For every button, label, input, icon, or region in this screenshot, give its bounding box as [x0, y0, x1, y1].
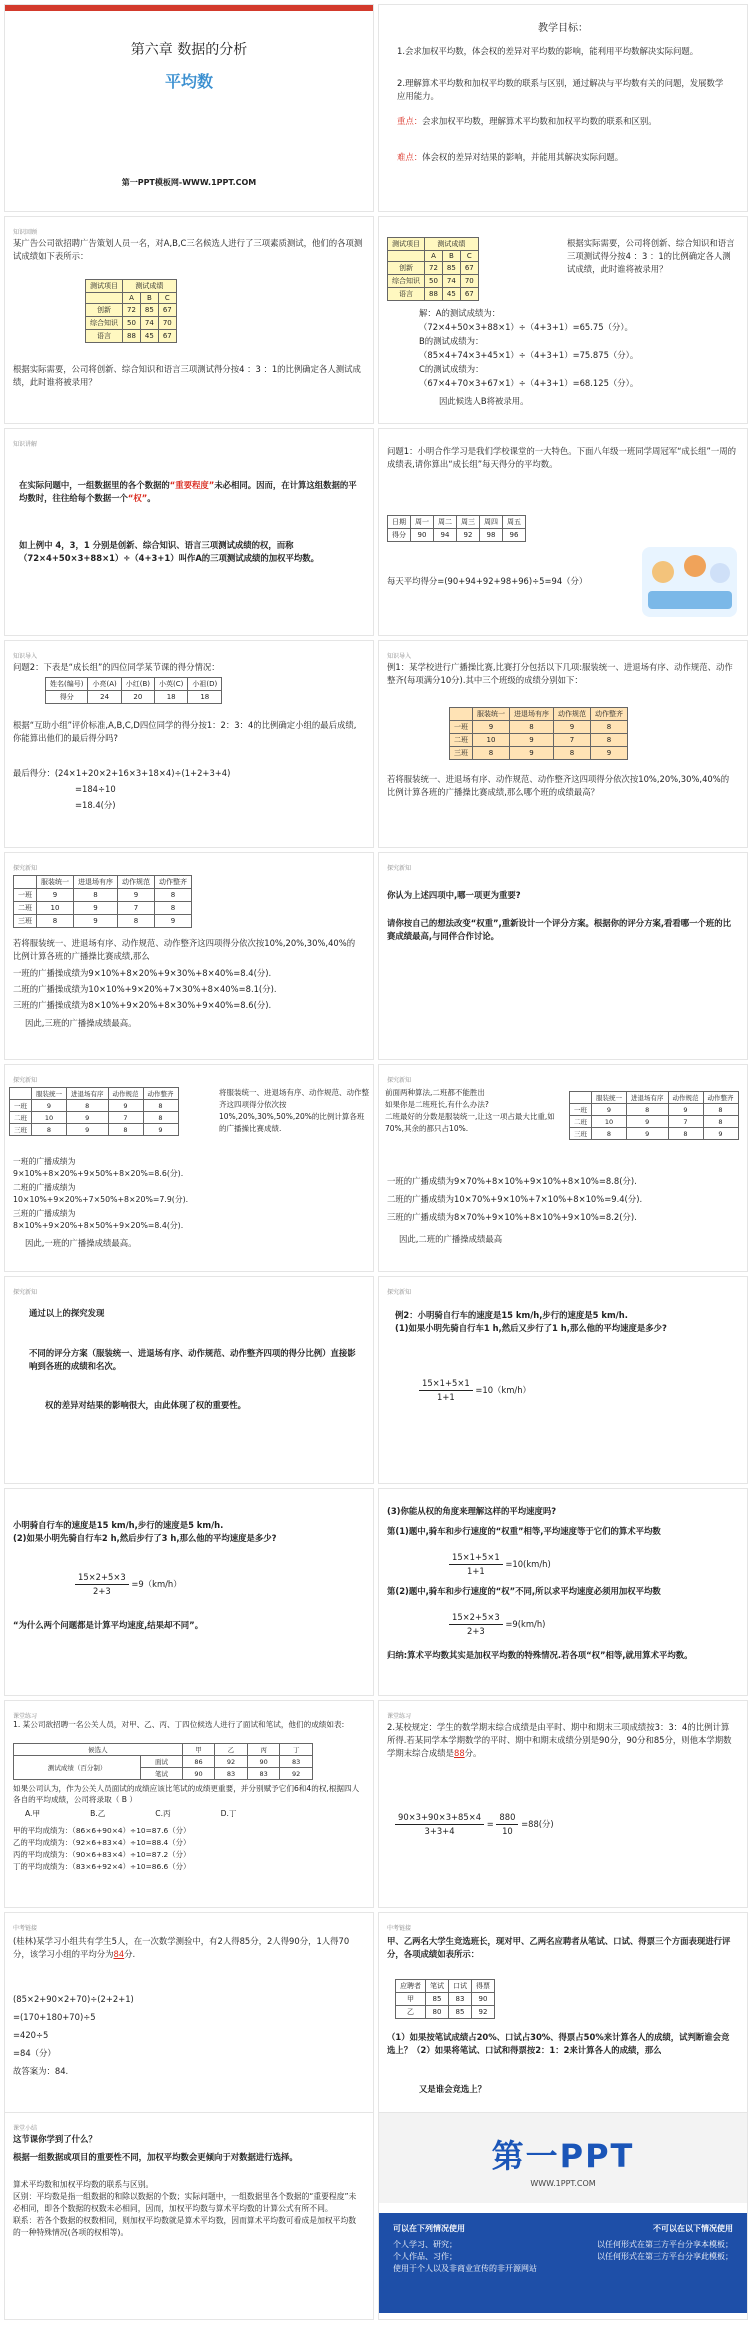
score-table: 测试项目 测试成绩 A B C 创新 72 85 67 综合知识 50 74 70 语言 88 45 67	[85, 279, 177, 343]
solution-line-4: （85×4+74×3+45×1）÷（4+3+1）=75.875（分）。	[419, 350, 639, 360]
forbidden-item: 以任何形式在第三方平台分享本模板；	[597, 2240, 733, 2249]
slide-top-bar	[5, 5, 373, 11]
exam1-l2: =(170+180+70)÷5	[13, 2012, 96, 2022]
slide-tag: 探究新知	[13, 1289, 38, 1296]
brand-footer	[379, 2213, 747, 2313]
solution-line-3: B的测试成绩为：	[419, 336, 484, 346]
brand-site: WWW.1PPT.COM	[530, 2179, 596, 2188]
slide-tag: 知识回顾	[13, 229, 38, 236]
slide-explore4	[378, 1064, 748, 1272]
slide-summary	[4, 2112, 374, 2320]
solution-conclusion: 因此候选人B将被录用。	[439, 396, 529, 406]
exam2-q: （1）如果按笔试成绩占20%、口试占30%、得票占50%来计算各人的成绩，试判断谁会竞选上？（2）如果将笔试、口试和得票按2：1：2来计算各人的成绩，那么	[387, 2032, 730, 2055]
ex2-res: =10（km/h）	[475, 1385, 531, 1395]
ex2b-den: 2+3	[93, 1586, 111, 1596]
exam1-l5: 故答案为：84.	[13, 2066, 69, 2076]
p2-num: 90×3+90×3+85×4	[395, 1811, 484, 1825]
slide-tag: 课堂小结	[13, 2125, 38, 2132]
exam2-table: 应聘者 笔试 口试 得票 甲 85 83 90 乙 80 85 92	[395, 1979, 495, 2019]
slide-tag: 探究新知	[13, 1077, 38, 1084]
explore4-table: 服装统一 进退场有序 动作规范 动作整齐 一班 9 8 9 8 二班 10 9 7 8 三班 8 9 8 9	[569, 1091, 739, 1140]
students-illustration	[642, 547, 737, 617]
key-point-label: 重点：	[397, 116, 423, 126]
q1-text: 问题1：小明合作学习是我们学校课堂的一大特色。下面八年级一班同学周冠军“成长组”一周的成绩表,请你算出“成长组”每天得分的平均数。	[387, 446, 737, 469]
weights-q: (3)你能从权的角度来理解这样的平均速度吗?	[387, 1506, 557, 1516]
slide-tag: 知识导入	[13, 653, 38, 660]
cover-subtitle: 平均数	[164, 72, 213, 91]
exam1-ans: 84	[113, 1949, 125, 1959]
p2-text: 2.某校规定：学生的数学期末综合成绩是由平时、期中和期末三项成绩按3：3：4的比例计算所得.若某同学本学期数学的平时、期中和期末成绩分别是90分，90分和85分，则他本学期数学期末综合成绩是	[387, 1722, 732, 1758]
slide-tag: 探究新知	[387, 1289, 412, 1296]
slide-explore2	[378, 852, 748, 1060]
q1-table: 日期 周一 周二 周三 周四 周五 得分 90 94 92 98 96	[387, 515, 526, 542]
option-b: B.乙	[90, 1809, 106, 1818]
weights-l1: 第(1)题中,骑车和步行速度的“权重”相等,平均速度等于它们的算术平均数	[387, 1526, 661, 1536]
cover-footer: 第一PPT模板网-WWW.1PPT.COM	[121, 178, 257, 187]
p1-r2: 乙的平均成绩为：（92×6+83×4）÷10=88.4（分）	[13, 1838, 191, 1847]
weights-num1: 15×1+5×1	[449, 1551, 503, 1565]
slide-weights	[378, 1488, 748, 1696]
exam1-l1: (85×2+90×2+70)÷(2+2+1)	[13, 1994, 134, 2004]
explore3-table: 服装统一 进退场有序 动作规范 动作整齐 一班 9 8 9 8 二班 10 9 7 8 三班 8 9 8 9	[9, 1087, 179, 1136]
goal-item-1: 1.会求加权平均数，体会权的差异对平均数的影响，能利用平均数解决实际问题。	[397, 46, 699, 56]
ex2b-p: 小明骑自行车的速度是15 km/h,步行的速度是5 km/h. (2)如果小明先骑自行车2 h,然后步行了3 h,那么他的平均速度是多少?	[13, 1520, 277, 1543]
explore4-l1: 一班的广播成绩为9×70%+8×10%+9×10%+8×10%=8.8(分).	[387, 1176, 637, 1186]
review-text: 某广告公司欲招聘广告策划人员一名，对A,B,C三名候选人进行了三项素质测试，他们的各项测试成绩如下表所示：	[13, 238, 363, 261]
l3a: 三班的广播成绩为	[13, 1209, 76, 1218]
slide-brand	[378, 2112, 748, 2320]
explore-l3: 三班的广播操成绩为8×10%+9×20%+8×30%+9×40%=8.6(分).	[13, 1000, 272, 1010]
weights-den1: 1+1	[467, 1566, 485, 1576]
slide-example2	[378, 1276, 748, 1484]
text-fragment: “权”	[127, 493, 148, 503]
p2-r1: 880	[496, 1811, 518, 1825]
forbidden-title: 不可以在以下情况使用	[653, 2224, 733, 2233]
p1-r1: 甲的平均成绩为：（86×6+90×4）÷10=87.6（分）	[13, 1826, 191, 1835]
p2-unit: 分。	[464, 1748, 482, 1758]
finding-p2: 权的差异对结果的影响很大，由此体现了权的重要性。	[45, 1400, 246, 1410]
slide-tag: 课堂练习	[13, 1713, 38, 1720]
explore-c: 因此,三班的广播操成绩最高。	[25, 1018, 137, 1028]
ex1-text: 例1：某学校进行广播操比赛,比赛打分包括以下几项:服装统一、进退场有序、动作规范、动作整齐(每项满分10分).其中三个班级的成绩分别如下：	[387, 662, 733, 685]
solution-line-2: （72×4+50×3+88×1）÷（4+3+1）=65.75（分）。	[419, 322, 633, 332]
option-c: C.丙	[155, 1809, 171, 1818]
l1b: 9×10%+8×20%+9×50%+8×20%=8.6(分).	[13, 1169, 184, 1178]
slide-cover	[4, 4, 374, 212]
slide-solution	[378, 216, 748, 424]
slide-goals	[378, 4, 748, 212]
p1-r4: 丁的平均成绩为：（83×6+92×4）÷10=86.6（分）	[13, 1862, 191, 1871]
brand-logo: 第一PPT	[491, 2137, 635, 2175]
allowed-item: 个人学习、研究；	[393, 2240, 457, 2249]
slide-tag: 探究新知	[387, 1077, 412, 1084]
finding-red: 通过以上的探究发现	[29, 1308, 105, 1318]
allowed-item: 使用于个人以及非商业宣传的非开源网站	[393, 2264, 537, 2273]
slide-example2b	[4, 1488, 374, 1696]
exam1-l3: =420÷5	[13, 2030, 49, 2040]
q2-text: 问题2：下表是“成长组”的四位同学某节课的得分情况：	[13, 662, 220, 672]
explore4-l2: 二班的广播成绩为10×70%+9×10%+7×10%+8×10%=9.4(分).	[387, 1194, 643, 1204]
explore4-p: 前面两种算法,二班都不能胜出 如果你是二班班长,有什么办法? 二班最好的分数是服装统一,让这一项占最大比重,如70%,其余的都只占10%.	[385, 1088, 555, 1133]
p2-blank: 88	[454, 1748, 465, 1758]
forbidden-item: 以任何形式在第三方平台分享此模板；	[597, 2252, 733, 2261]
q1-answer: 每天平均得分=(90+94+92+98+96)÷5=94（分）	[387, 576, 588, 586]
allowed-title: 可以在下列情况使用	[393, 2224, 465, 2233]
text-fragment: 。	[147, 493, 156, 503]
slide-tag: 知识讲解	[13, 441, 38, 448]
weights-sum: 归纳:算术平均数其实是加权平均数的特殊情况.若各项“权”相等,就用算术平均数。	[387, 1650, 693, 1660]
slide-tag: 探究新知	[13, 865, 38, 872]
explore3-c: 因此,一班的广播操成绩最高。	[25, 1238, 137, 1248]
explore4-l3: 三班的广播成绩为8×70%+9×10%+8×10%+9×10%=8.2(分).	[387, 1212, 637, 1222]
summary-h: 这节课你学到了什么？	[13, 2134, 97, 2144]
ex2b-num: 15×2+5×3	[75, 1571, 129, 1585]
l2b: 10×10%+9×20%+7×50%+8×20%=7.9(分).	[13, 1195, 189, 1204]
p1-p: 如果公司认为，作为公关人员面试的成绩应该比笔试的成绩更重要，并分别赋予它们6和4的权,根据四人各自的平均成绩，公司将录取（ B ）	[13, 1784, 360, 1804]
explore4-c: 因此,二班的广播操成绩最高	[399, 1234, 503, 1244]
exam2-p: 甲、乙两名大学生竞选班长，现对甲、乙两名应聘者从笔试、口试、得票三个方面表现进行评分，各项成绩如表所示：	[387, 1936, 731, 1959]
slide-exam1	[4, 1912, 374, 2120]
summary-red: 根据一组数据或项目的重要性不同，加权平均数会更倾向于对数据进行选择。	[13, 2152, 298, 2162]
slide-tag: 探究新知	[387, 865, 412, 872]
explore-p: 若将服装统一、进退场有序、动作规范、动作整齐这四项得分依次按10%,20%,30%,40%的比例计算各班的广播操比赛成绩,那么	[13, 938, 356, 961]
l2a: 二班的广播成绩为	[13, 1183, 76, 1192]
explore-l2: 二班的广播操成绩为10×10%+9×20%+7×30%+8×40%=8.1(分).	[13, 984, 277, 994]
explore2-q: 你认为上述四项中,哪一项更为重要?	[387, 890, 521, 900]
solution-line-5: C的测试成绩为：	[419, 364, 484, 374]
p1-table: 候选人 甲 乙 丙 丁 测试成绩（百分制） 面试 86 92 90 83 笔试 90 83 83 92	[13, 1743, 313, 1780]
slide-review	[4, 216, 374, 424]
q2-ans1: 最后得分：(24×1+20×2+16×3+18×4)÷(1+2+3+4)	[13, 768, 231, 778]
slide-tag: 课堂练习	[387, 1713, 412, 1720]
option-a: A.甲	[25, 1809, 41, 1818]
slide-finding	[4, 1276, 374, 1484]
goals-heading: 教学目标：	[538, 23, 588, 34]
weights-res2: =9(km/h)	[505, 1619, 546, 1629]
explore-l1: 一班的广播操成绩为9×10%+8×20%+9×30%+8×40%=8.4(分).	[13, 968, 272, 978]
slide-exam2	[378, 1912, 748, 2120]
difficult-point-label: 难点：	[397, 152, 423, 162]
q2-table: 姓名(编号) 小亮(A) 小红(B) 小英(C) 小祖(D) 得分 24 20 18 18	[45, 677, 222, 704]
ex2b-res: =9（km/h）	[131, 1579, 182, 1589]
p1-r3: 丙的平均成绩为：（90×6+83×4）÷10=87.2（分）	[13, 1850, 191, 1859]
solution-line-1: 解：A的测试成绩为：	[419, 308, 501, 318]
summary-p: 算术平均数和加权平均数的联系与区别。 区别：平均数是指一组数据的和除以数据的个数；实际问题中，一组数据里各个数据的“重要程度”未必相同，即各个数据的权数未必相同，因而，加权平均数与算术平均数的计算公式有所不同。 联系：若各个数据的权数相同，则加权平均数就是算术平均数，因而算术平均数可看成是加权平均数的一种特殊情况(各项的权相等)。	[13, 2180, 357, 2237]
slide-explore3	[4, 1064, 374, 1272]
q2-ans2: =184÷10	[75, 784, 116, 794]
ex2b-red: “为什么两个问题都是计算平均速度,结果却不同”。	[13, 1620, 204, 1630]
score-table-2: 测试项目 测试成绩 A B C 创新 72 85 67 综合知识 50 74 70 语言 88 45 67	[387, 237, 479, 301]
l3b: 8×10%+9×20%+8×50%+9×20%=8.4(分).	[13, 1221, 184, 1230]
ex2-p: 例2：小明骑自行车的速度是15 km/h,步行的速度是5 km/h. (1)如果小明先骑自行车1 h,然后又步行了1 h,那么他的平均速度是多少?	[395, 1310, 667, 1333]
ex2-den: 1+1	[437, 1392, 455, 1402]
weights-res1: =10(km/h)	[505, 1559, 551, 1569]
p1-q: 1. 某公司欲招聘一名公关人员，对甲、乙、丙、丁四位候选人进行了面试和笔试，他们的成绩如表:	[13, 1720, 345, 1729]
review-red-question: 根据实际需要，公司将创新、综合知识和语言三项测试得分按4 ：3 ：1的比例确定各人测试成绩，此时谁将被录用？	[13, 364, 361, 387]
solution-line-6: （67×4+70×3+67×1）÷（4+3+1）=68.125（分）。	[419, 378, 639, 388]
exam2-q2: 又是谁会竞选上？	[419, 2084, 486, 2094]
slide-knowledge	[4, 428, 374, 636]
slide-practice2: 课堂练习 2.某校规定：学生的数学期末综合成绩是由平时、期中和期末三项成绩按3：3：4的比例计算所得.若某同学本学期数学的平时、期中和期末成绩分别是90分，90分和85分，则他本学期数学期末综合成绩是88分。 $\frac{90\times 3+90\times 3+85\times 4}{3+3+4}$ = $\frac{880}{10}$ =88(分)	[378, 1700, 748, 1908]
exam1-l4: =84（分）	[13, 2048, 56, 2058]
ex2-num: 15×1+5×1	[419, 1377, 473, 1391]
exam1-unit: 分.	[124, 1949, 136, 1959]
slide-tag: 中考链接	[387, 1925, 412, 1932]
slide-explore1	[4, 852, 374, 1060]
l1a: 一班的广播成绩为	[13, 1157, 76, 1166]
slide-question2	[4, 640, 374, 848]
slide-tag: 中考链接	[13, 1925, 38, 1932]
text-fragment: 未必相同。因而，在计算这组数据的平均数时，往往给每个数据一个	[19, 480, 357, 503]
cover-title: 第六章 数据的分析	[130, 42, 248, 58]
slide-practice1	[4, 1700, 374, 1908]
allowed-item: 个人作品、习作；	[393, 2252, 457, 2261]
exam1-p: (桂林)某学习小组共有学生5人，在一次数学测验中，有2人得85分，2人得90分，1人得70分，该学习小组的平均分为	[13, 1936, 350, 1959]
weights-num2: 15×2+5×3	[449, 1611, 503, 1625]
explore-table: 服装统一 进退场有序 动作规范 动作整齐 一班 9 8 9 8 二班 10 9 7 8 三班 8 9 8 9	[13, 875, 192, 928]
knowledge-p2: 如上例中 4，3，1 分别是创新、综合知识、语言三项测试成绩的权，而称（72×4+50×3+88×1）÷（4+3+1）叫作A的三项测试成绩的加权平均数。	[19, 540, 320, 563]
weights-l2: 第(2)题中,骑车和步行速度的“权”不同,所以求平均速度必须用加权平均数	[387, 1586, 661, 1596]
difficult-point: 体会权的差异对结果的影响，并能用其解决实际问题。	[422, 152, 624, 162]
key-point: 会求加权平均数，理解算术平均数和加权平均数的联系和区别。	[422, 116, 657, 126]
finding-p: 不同的评分方案（服装统一、进退场有序、动作规范、动作整齐四项的得分比例）直接影响到各班的成绩和名次。	[29, 1348, 356, 1371]
q2-p2: 根据“互助小组”评价标准,A,B,C,D四位同学的得分按1：2：3：4的比例确定小组的最后成绩,你能算出他们的最后得分吗?	[13, 720, 357, 743]
p2-r1d: 10	[502, 1826, 513, 1836]
text-fragment: “重要程度”	[169, 480, 215, 490]
slide-example1	[378, 640, 748, 848]
explore3-p: 将服装统一、进退场有序、动作规范、动作整齐这四项得分依次按10%,20%,30%,50%,20%的比例计算各班的广播操比赛成绩.	[219, 1088, 369, 1133]
weights-den2: 2+3	[467, 1626, 485, 1636]
q2-ans3: =18.4(分)	[75, 800, 116, 810]
p2-den: 3+3+4	[424, 1826, 455, 1836]
goal-item-2: 2.理解算术平均数和加权平均数的联系与区别，通过解决与平均数有关的问题，发展数学应用能力。	[397, 78, 724, 101]
brand-header	[379, 2113, 747, 2203]
slide-tag: 知识导入	[387, 653, 412, 660]
slide-question1	[378, 428, 748, 636]
explore2-p: 请你按自己的想法改变“权重”,重新设计一个评分方案。根据你的评分方案,看看哪一个班的比赛成绩最高,与同伴合作讨论。	[387, 918, 731, 941]
ex1-red: 若将服装统一、进退场有序、动作规范、动作整齐这四项得分依次按10%,20%,30%,40%的比例计算各班的广播操比赛成绩,那么哪个班的成绩最高？	[387, 774, 730, 797]
option-d: D.丁	[220, 1809, 237, 1818]
solution-red: 根据实际需要，公司将创新、综合知识和语言三项测试得分按4 ：3 ：1的比例确定各人测试成绩，此时谁将被录用？	[567, 238, 735, 274]
text-fragment: 在实际问题中，一组数据里的各个数据的	[19, 480, 170, 490]
p2-r2: =88(分)	[521, 1819, 554, 1829]
ex1-table: 服装统一 进退场有序 动作规范 动作整齐 一班 9 8 9 8 二班 10 9 7 8 三班 8 9 8 9	[449, 707, 628, 760]
